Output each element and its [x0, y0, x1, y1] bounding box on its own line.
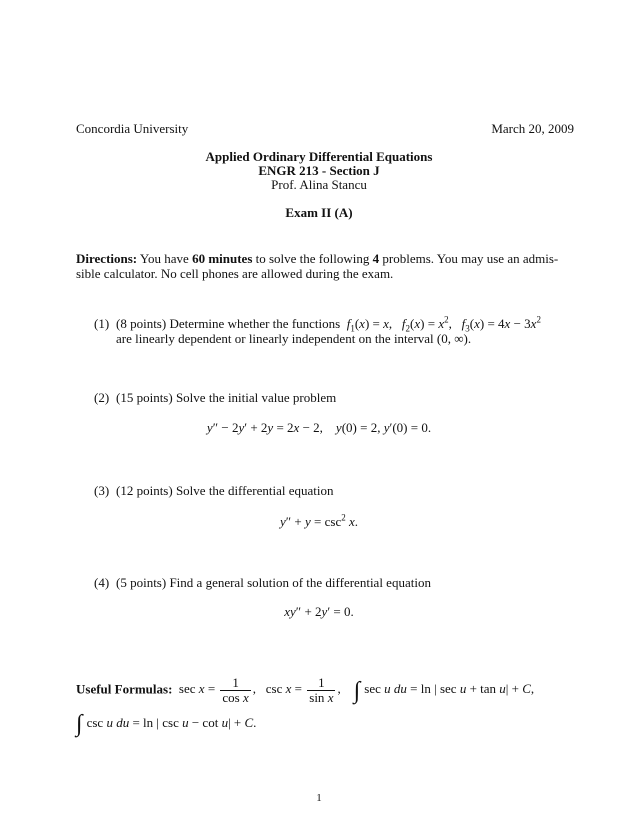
problem-4-number: (4)	[94, 575, 110, 590]
directions-text-3: problems. You may use an admis-	[382, 251, 559, 266]
problem-2-number: (2)	[94, 390, 110, 405]
formula-csc-fraction: $\frac{1}{\text{sin x}}$	[309, 675, 334, 705]
problem-2-line-1	[116, 390, 336, 406]
formula-sec-fraction: $\frac{1}{\text{cos x}}$	[222, 675, 249, 705]
directions-text-2: to solve the following	[255, 251, 370, 266]
problem-3-text-a: Solve the differential equation	[175, 483, 334, 498]
formulas-line-2: ∫ csc u du = ln | csc u − cot u| + C.	[76, 711, 257, 737]
problem-1-number: (1)	[94, 316, 110, 331]
course-code: ENGR 213 - Section J	[258, 163, 380, 178]
problem-4-equation: xy″ + 2y′ = 0.	[284, 604, 354, 619]
directions-count: 4	[372, 251, 380, 266]
problem-1-line-2	[116, 331, 471, 347]
directions-line-1	[76, 251, 558, 267]
problem-4-points: (5 points)	[116, 575, 167, 590]
problem-2-text-a: Solve the initial value problem	[175, 390, 337, 405]
directions-label: Directions:	[76, 251, 138, 266]
problem-3-line-1	[116, 483, 333, 499]
problem-1-text-a: Determine whether the functions	[169, 316, 341, 331]
professor-name: Prof. Alina Stancu	[271, 177, 367, 192]
problem-1-text-b: are linearly dependent or linearly independent on the interval	[116, 331, 434, 346]
directions-text-1: You have	[139, 251, 189, 266]
formulas-label: Useful Formulas:	[76, 681, 173, 697]
formula-int-sec: ∫ sec u du = ln | sec u + tan u| + C,	[353, 677, 535, 704]
problem-4-line-1	[116, 575, 431, 591]
problem-1-points: (8 points)	[116, 316, 167, 331]
formula-sec: sec x = $\frac{1}{\text{cos x}}$ ,	[175, 675, 260, 705]
problem-2-points: (15 points)	[116, 390, 173, 405]
page-number: 1	[316, 792, 322, 804]
problem-1-functions: $f_1(x) = x$, $f_2(x) = x^2$, $f_3(x) = 4x - 3x^2$	[343, 314, 541, 334]
problem-3-equation: $y'' + y = \csc^2 x$.	[279, 512, 359, 529]
formula-csc: csc x = $\frac{1}{\text{sin x}}$ ,	[259, 675, 344, 705]
integral-sign-icon: ∫	[353, 677, 361, 704]
problem-2-equation: y″ − 2y′ + 2y = 2x − 2, y(0) = 2, y′(0) = 0.	[206, 420, 432, 435]
course-title: Applied Ordinary Differential Equations	[205, 149, 433, 164]
exam-date: March 20, 2009	[491, 121, 574, 136]
integral-sign-icon: ∫	[76, 711, 83, 737]
directions-line-2: sible calculator. No cell phones are allowed during the exam.	[76, 266, 394, 281]
university-name: Concordia University	[76, 121, 189, 136]
problem-1-interval: (0, ∞).	[436, 331, 472, 346]
problem-3-number: (3)	[94, 483, 110, 498]
directions-minutes: 60 minutes	[192, 251, 253, 266]
formulas-line-1	[76, 676, 534, 705]
problem-1-line-1	[116, 316, 541, 332]
problem-4-text-a: Find a general solution of the differential equation	[169, 575, 431, 590]
problem-3-points: (12 points)	[116, 483, 173, 498]
exam-title: Exam II (A)	[285, 205, 353, 220]
